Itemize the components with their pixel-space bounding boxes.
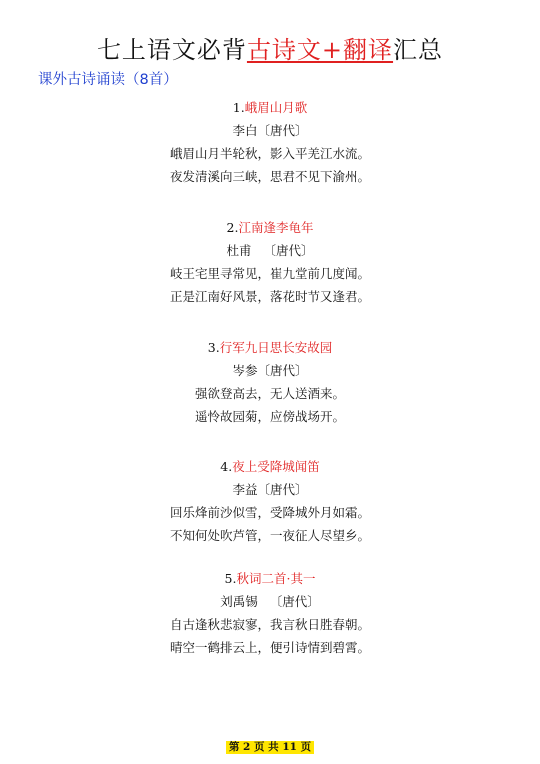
title-suffix: 汇总 — [393, 36, 444, 64]
poem-name: 江南逢李龟年 — [238, 220, 314, 235]
poem-name: 夜上受降城闻笛 — [232, 459, 320, 474]
poem-author: 李白〔唐代〕 — [232, 123, 308, 138]
poem-block — [0, 567, 540, 659]
poem-block — [0, 96, 540, 188]
poem-number: 1. — [232, 100, 245, 115]
poem-number: 3. — [207, 340, 220, 355]
poem-title — [0, 336, 540, 359]
poem-line: 正是江南好风景，落花时节又逢君。 — [169, 289, 370, 304]
poem-line: 回乐烽前沙似雪，受降城外月如霜。 — [169, 505, 370, 520]
poem-line: 强欲登高去，无人送酒来。 — [194, 386, 345, 401]
page-number: 第 2 页 共 11 页 — [226, 741, 314, 754]
poem-author: 刘禹锡 〔唐代〕 — [220, 594, 320, 609]
poem-title — [0, 455, 540, 478]
poem-number: 4. — [220, 459, 233, 474]
poem-line: 峨眉山月半轮秋，影入平羌江水流。 — [169, 146, 370, 161]
poem-number: 5. — [224, 571, 237, 586]
poem-name: 峨眉山月歌 — [244, 100, 308, 115]
poem-author: 李益〔唐代〕 — [232, 482, 308, 497]
title-highlight: 古诗文+翻译 — [246, 36, 394, 64]
poem-author: 杜甫 〔唐代〕 — [226, 243, 314, 258]
section-heading: 课外古诗诵读（8首） — [38, 72, 178, 88]
page-footer — [0, 735, 540, 754]
title-prefix: 七上语文必背 — [96, 36, 247, 64]
poem-line: 夜发清溪向三峡，思君不见下渝州。 — [169, 169, 370, 184]
poem-line: 晴空一鹤排云上，便引诗情到碧霄。 — [169, 640, 370, 655]
poem-title — [0, 216, 540, 239]
poem-block — [0, 216, 540, 308]
poem-title — [0, 96, 540, 119]
poem-author: 岑参〔唐代〕 — [232, 363, 308, 378]
poem-block — [0, 455, 540, 547]
poem-line: 岐王宅里寻常见，崔九堂前几度闻。 — [169, 266, 370, 281]
poem-line: 自古逢秋悲寂寥，我言秋日胜春朝。 — [169, 617, 370, 632]
poem-line: 不知何处吹芦管，一夜征人尽望乡。 — [169, 528, 370, 543]
poem-number: 2. — [226, 220, 239, 235]
poem-name: 秋词二首·其一 — [236, 571, 316, 586]
document-title — [0, 34, 540, 66]
poem-line: 遥怜故园菊，应傍战场开。 — [194, 409, 345, 424]
poem-block — [0, 336, 540, 428]
poem-title — [0, 567, 540, 590]
poem-name: 行军九日思长安故园 — [219, 340, 333, 355]
